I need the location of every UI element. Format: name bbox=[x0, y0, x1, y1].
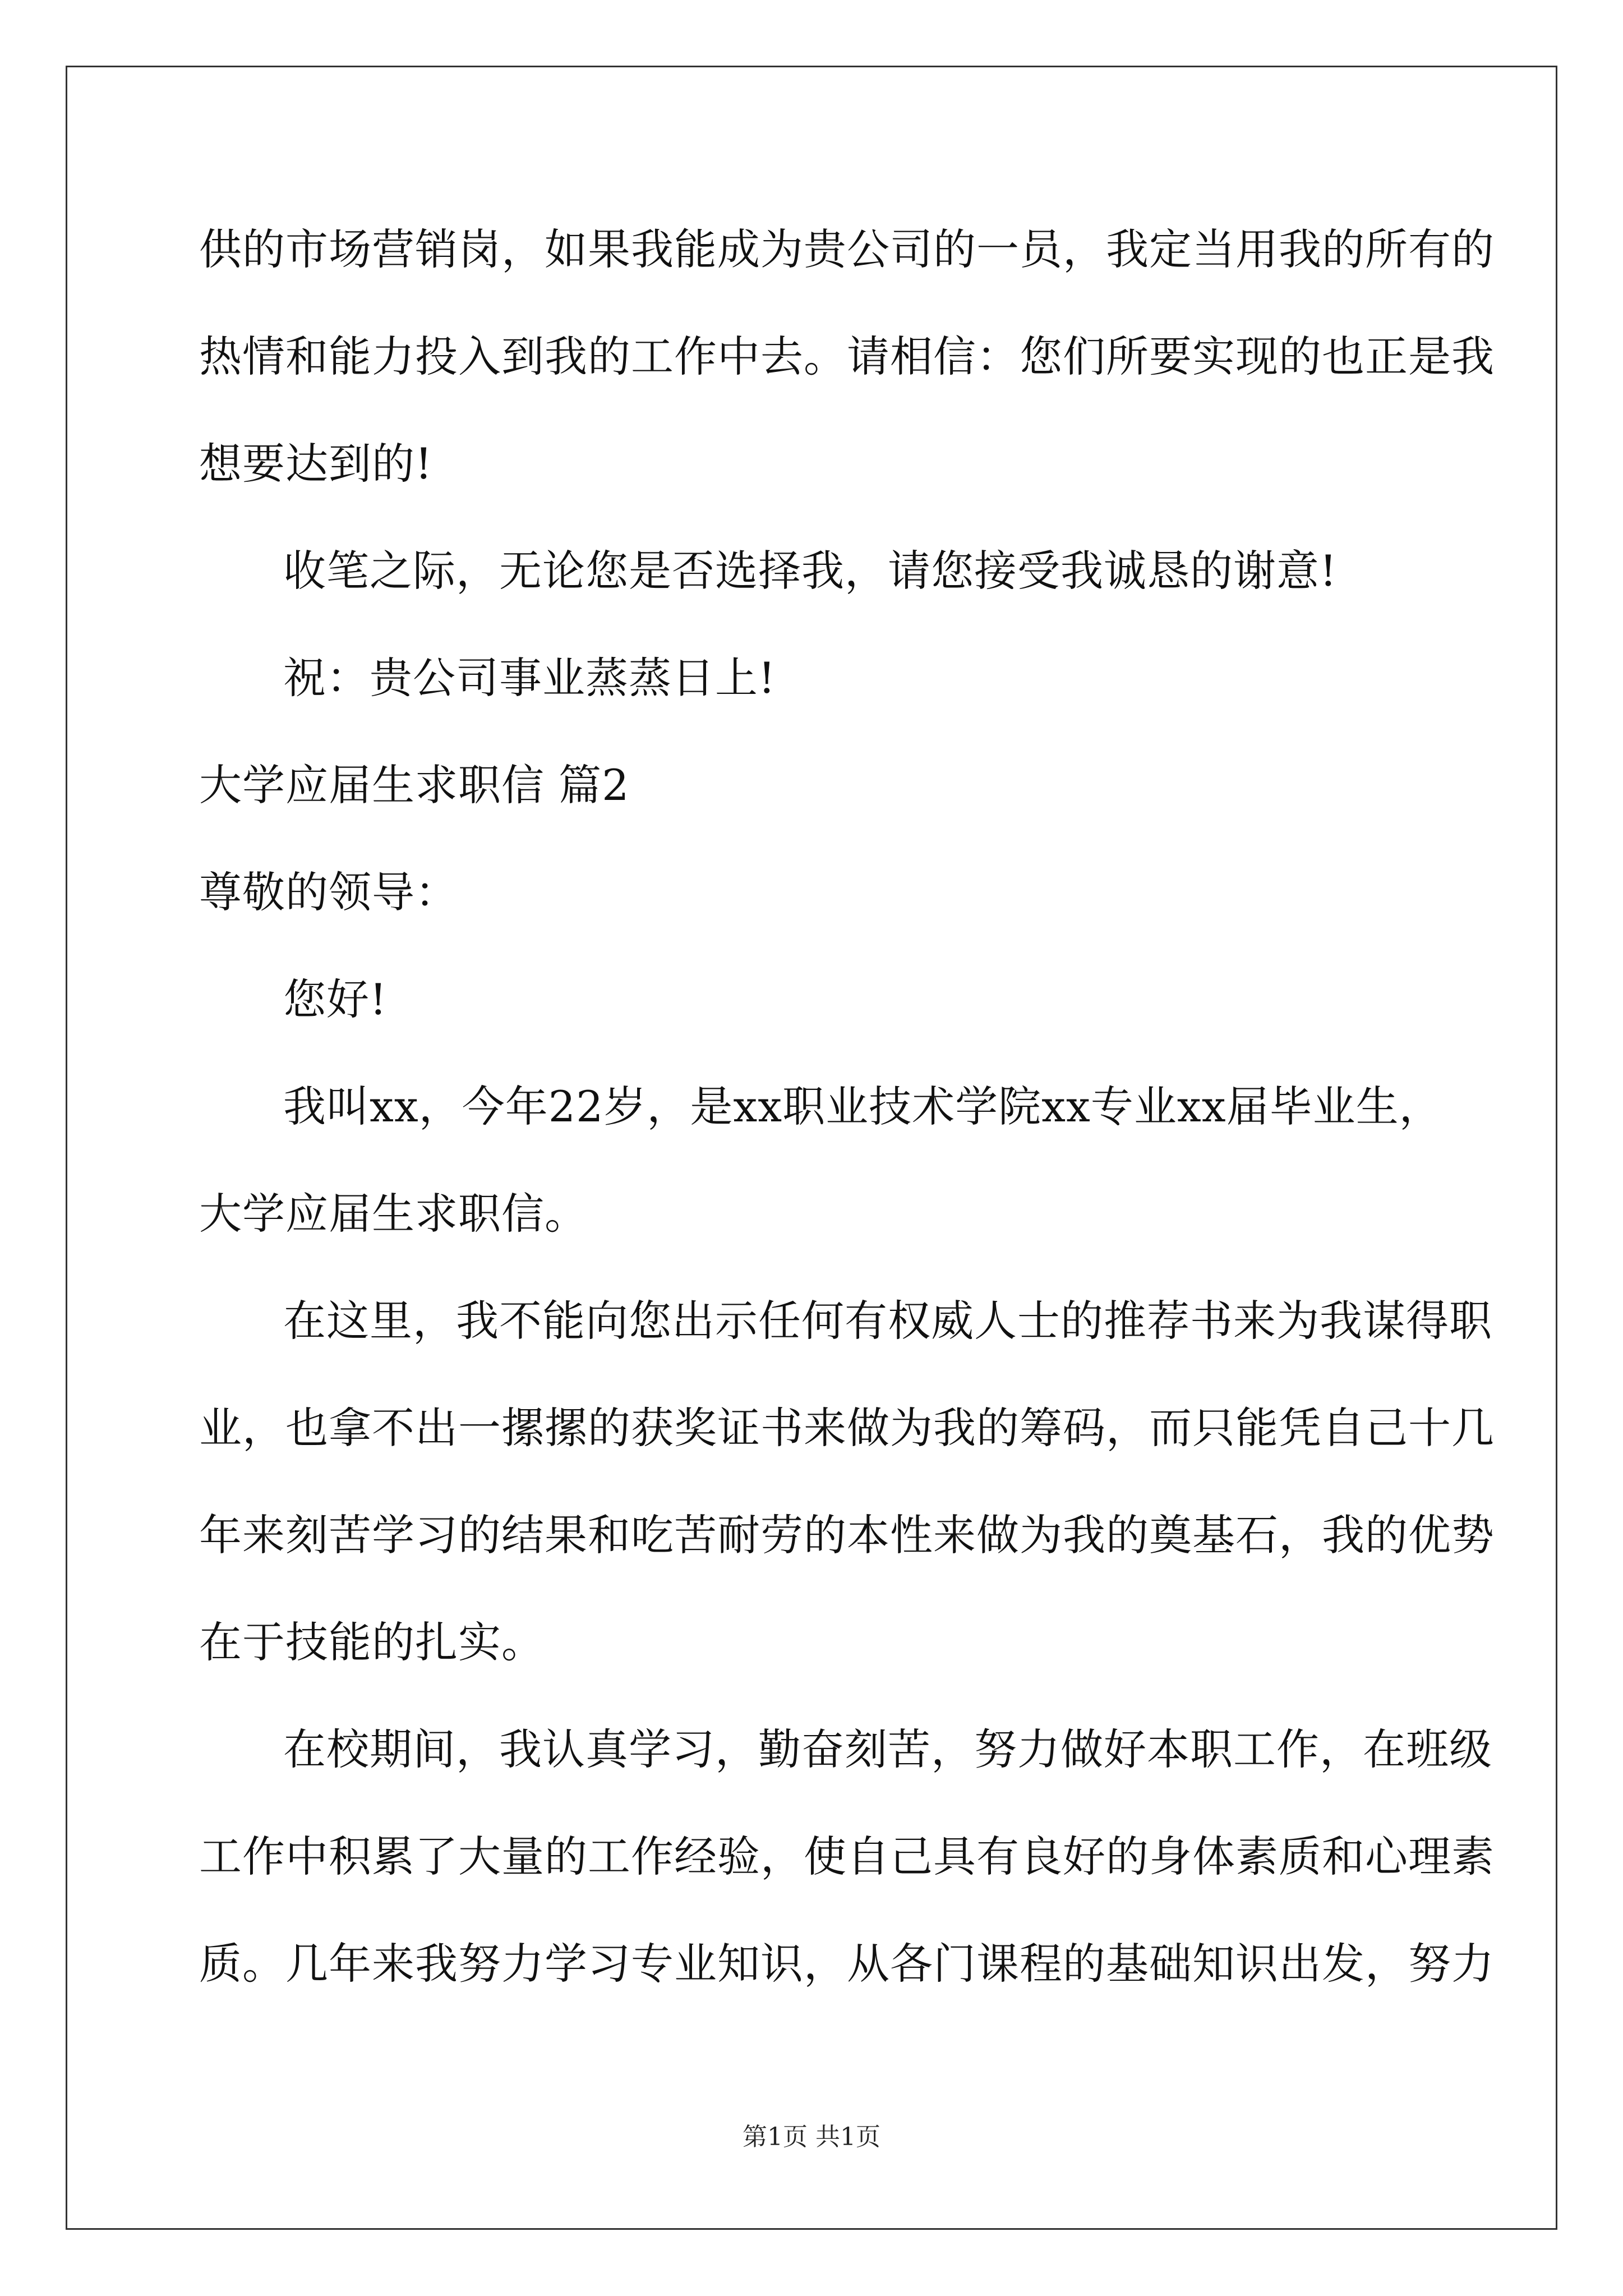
text-line: 在这里，我不能向您出示任何有权威人士的推荐书来为我谋得职 bbox=[283, 1296, 1492, 1346]
text-line: 在于技能的扎实。 bbox=[199, 1617, 545, 1667]
text-line: 想要达到的! bbox=[199, 439, 433, 489]
text-line: 祝：贵公司事业蒸蒸日上! bbox=[283, 653, 776, 703]
text-line: 质。几年来我努力学习专业知识，从各门课程的基础知识出发，努力 bbox=[199, 1939, 1495, 1989]
text-line: 我叫xx，今年22岁，是xx职业技术学院xx专业xx届毕业生， bbox=[283, 1082, 1442, 1131]
text-line: 工作中积累了大量的工作经验，使自己具有良好的身体素质和心理素 bbox=[199, 1832, 1495, 1881]
salutation: 尊敬的领导： bbox=[199, 867, 458, 917]
text-line: 年来刻苦学习的结果和吃苦耐劳的本性来做为我的奠基石，我的优势 bbox=[199, 1510, 1495, 1560]
section-heading: 大学应届生求职信 篇2 bbox=[199, 760, 630, 810]
text-line: 供的市场营销岗，如果我能成为贵公司的一员，我定当用我的所有的 bbox=[199, 224, 1495, 274]
text-line: 在校期间，我认真学习，勤奋刻苦，努力做好本职工作，在班级 bbox=[283, 1724, 1492, 1774]
text-line: 业，也拿不出一摞摞的获奖证书来做为我的筹码，而只能凭自己十几 bbox=[199, 1403, 1495, 1453]
text-line: 大学应届生求职信。 bbox=[199, 1189, 588, 1239]
greeting: 您好! bbox=[283, 974, 388, 1024]
text-line: 热情和能力投入到我的工作中去。请相信：您们所要实现的也正是我 bbox=[199, 332, 1495, 381]
text-line: 收笔之际，无论您是否选择我，请您接受我诚恳的谢意! bbox=[283, 546, 1338, 596]
page-footer: 第1页 共1页 bbox=[743, 2123, 880, 2151]
